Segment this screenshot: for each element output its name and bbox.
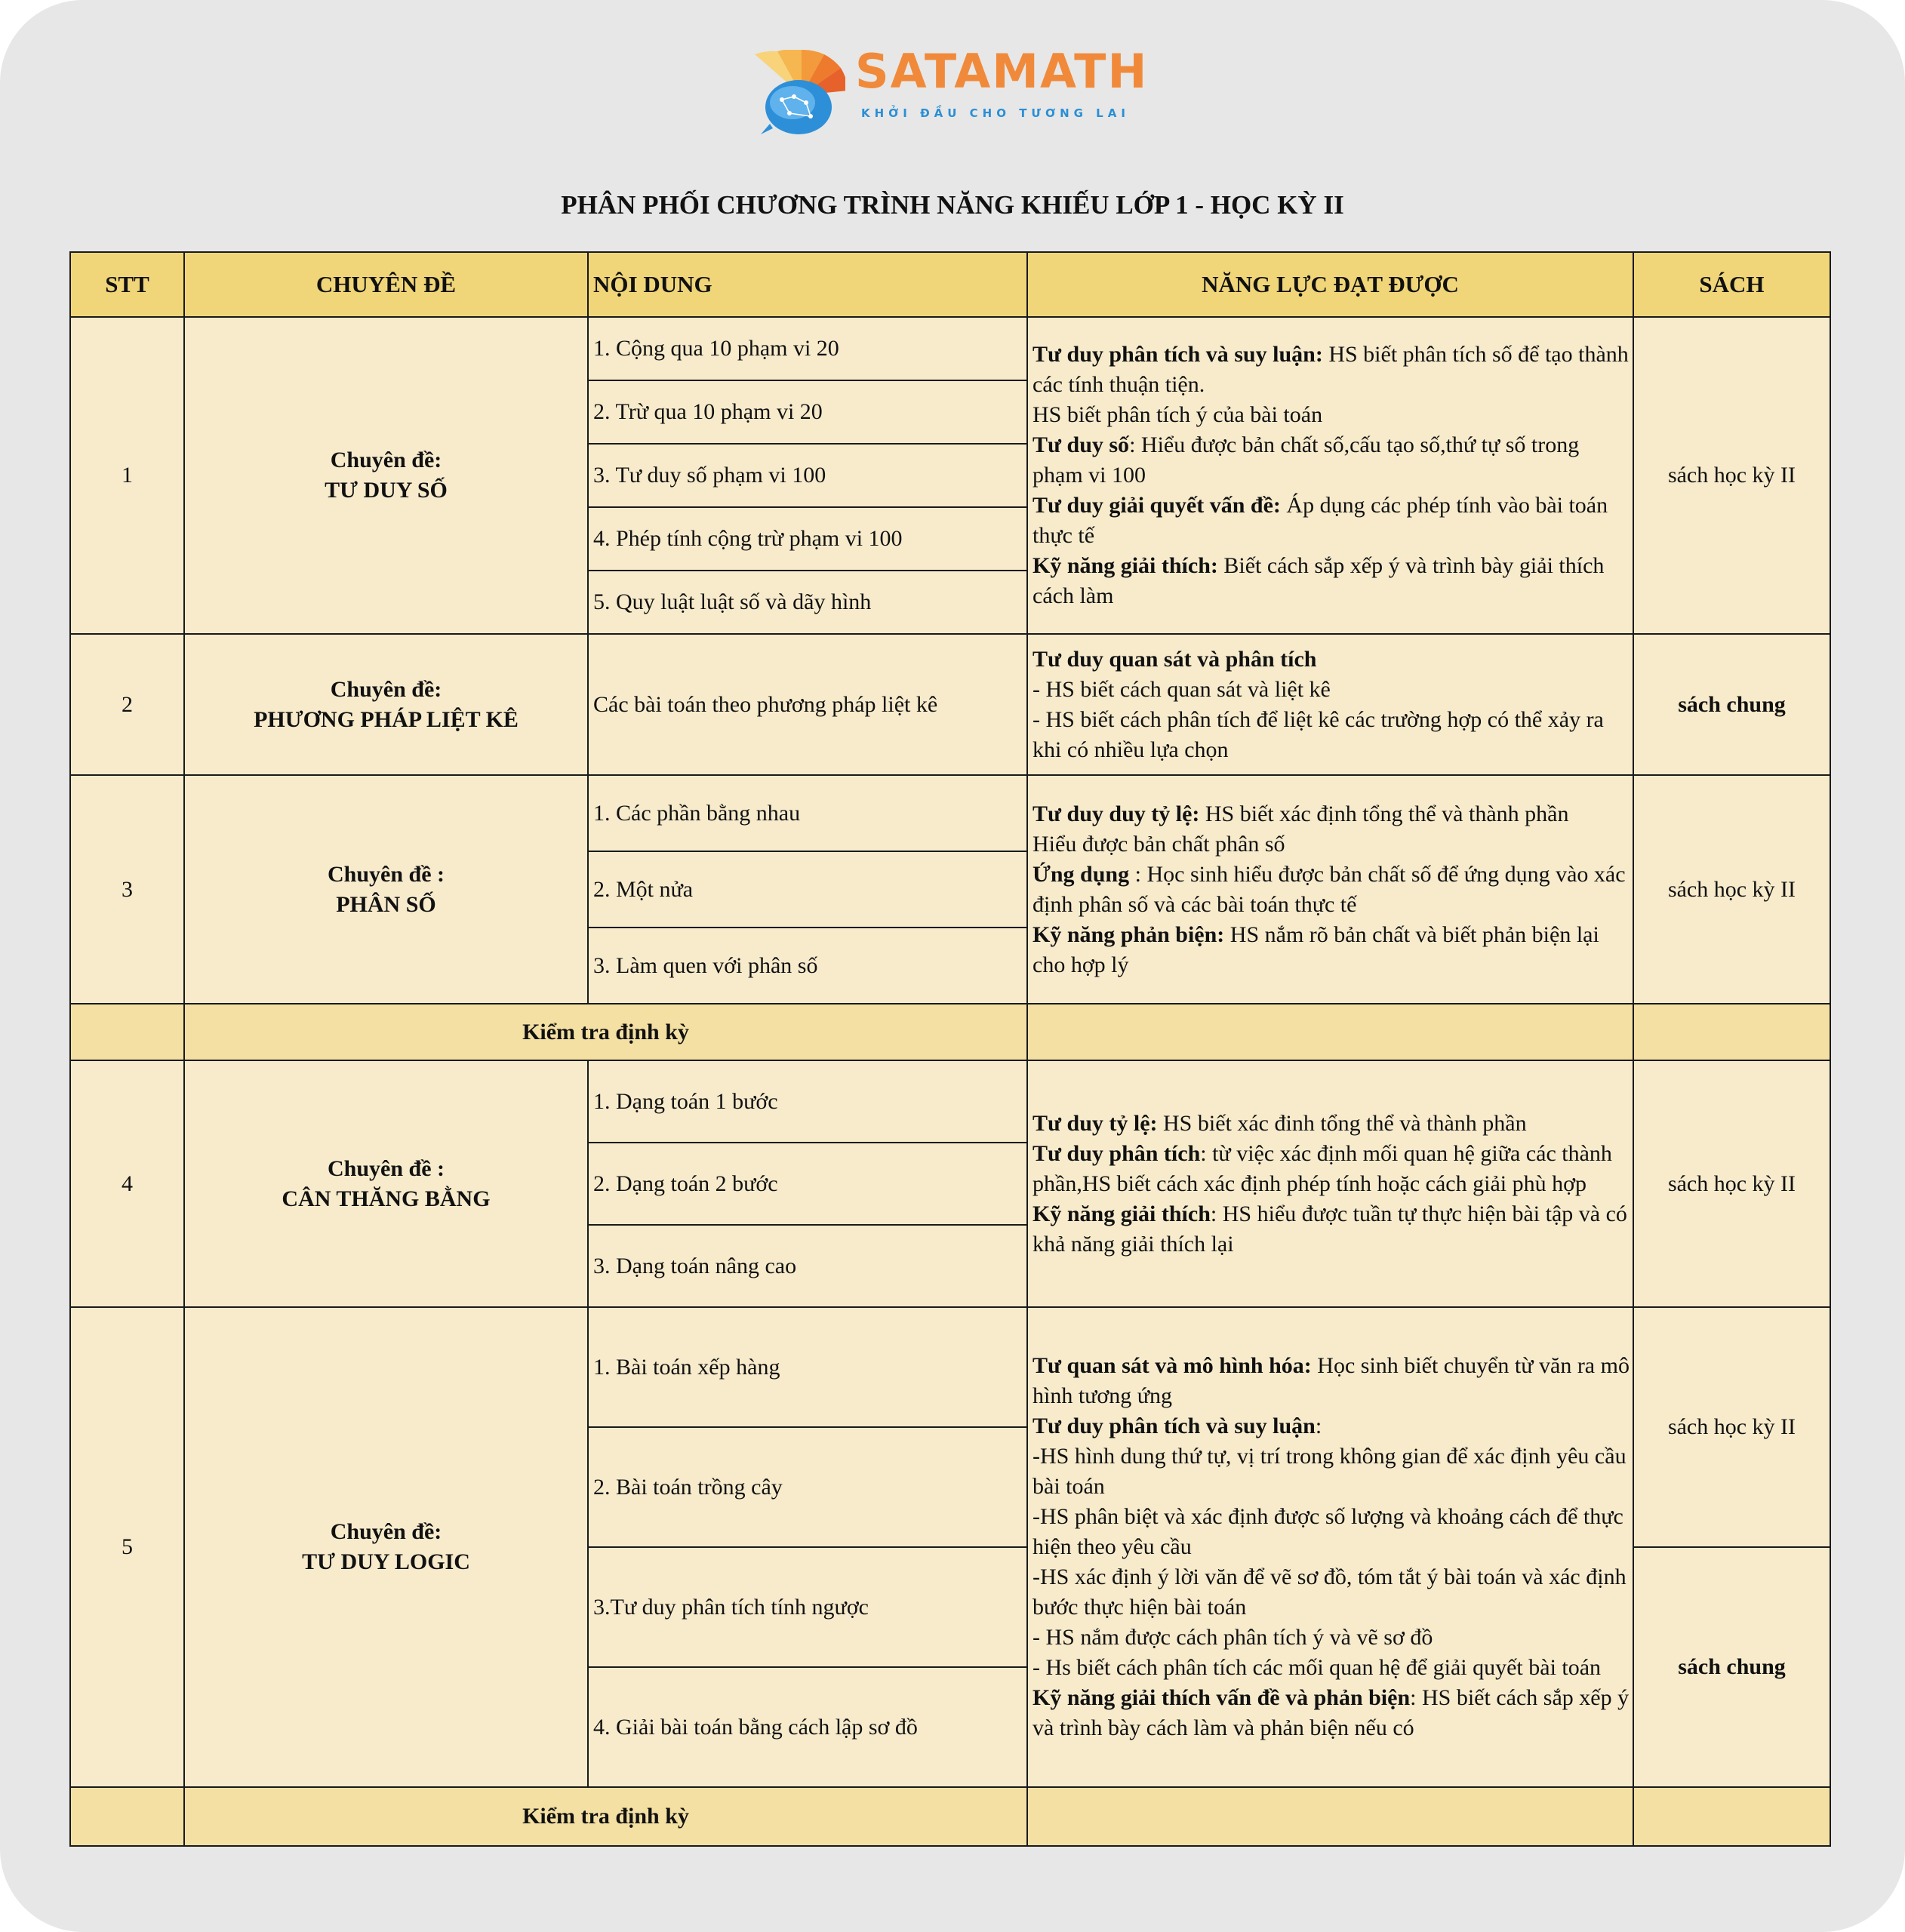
skill-entry: Kỹ năng giải thích vấn đề và phản biện: HS biết cách sắp xếp ý và trình bày cách làm và phản biện nếu có [1033,1685,1630,1740]
skill-entry: Kỹ năng giải thích: Biết cách sắp xếp ý và trình bày giải thích cách làm [1033,553,1605,608]
topic-name: PHÂN SỐ [336,891,436,917]
row-stt: 3 [70,775,184,1004]
skill-entry: -HS hình dung thứ tự, vị trí trong không gian để xác định yêu cầu bài toán [1033,1444,1626,1499]
header-skills: NĂNG LỰC ĐẠT ĐƯỢC [1027,252,1633,317]
check-row [70,1004,1830,1060]
skill-entry: -HS phân biệt và xác định được số lượng và khoảng cách để thực hiện theo yêu cầu [1033,1504,1623,1559]
skill-entry: Tư duy duy tỷ lệ: HS biết xác định tổng thể và thành phần [1033,801,1569,826]
book-cell: sách chung [1633,1547,1830,1787]
table-row [70,775,1830,851]
row-topic [184,634,588,775]
header-content: NỘI DUNG [588,252,1027,317]
content-item: 2. Bài toán trồng cây [588,1427,1027,1547]
check-empty [1027,1004,1633,1060]
skill-entry: Kỹ năng phản biện: HS nắm rõ bản chất và biết phản biện lại cho hợp lý [1033,921,1599,977]
table-row [70,634,1830,775]
row-topic [184,317,588,634]
content-item: 2. Dạng toán 2 bước [588,1143,1027,1225]
topic-label: Chuyên đề: [330,1519,442,1544]
book-cell: sách học kỳ II [1633,317,1830,634]
content-item: 3. Tư duy số phạm vi 100 [588,444,1027,507]
brand-tagline: KHỞI ĐẦU CHO TƯƠNG LAI [861,106,1130,120]
row-topic [184,1307,588,1787]
check-empty [70,1787,184,1846]
topic-name: TƯ DUY LOGIC [302,1549,470,1574]
table-header-row [70,252,1830,317]
book-cell: sách học kỳ II [1633,1307,1830,1547]
topic-label: Chuyên đề: [330,676,442,702]
skill-entry: Tư duy phân tích: từ việc xác định mối quan hệ giữa các thành phần,HS biết cách xác định phép tính hoặc cách giải phù hợp [1033,1140,1612,1196]
header-book: SÁCH [1633,252,1830,317]
skill-entry: - Hs biết cách phân tích các mối quan hệ để giải quyết bài toán [1033,1655,1602,1680]
curriculum-table [69,251,1831,1847]
brain-sun-icon [747,50,845,140]
skill-entry: Kỹ năng giải thích: HS hiểu được tuần tự thực hiện bài tập và có khả năng giải thích lại [1033,1201,1627,1257]
skill-entry: Tư duy phân tích và suy luận: HS biết phân tích số để tạo thành các tính thuận tiện. [1033,342,1629,397]
skill-entry: Tư duy phân tích và suy luận: [1033,1414,1322,1438]
content-item: 2. Trừ qua 10 phạm vi 20 [588,380,1027,444]
satamath-logo [747,44,1149,140]
topic-label: Chuyên đề: [330,448,442,472]
content-item: 2. Một nửa [588,851,1027,928]
content-item: 3. Dạng toán nâng cao [588,1225,1027,1307]
book-cell: sách học kỳ II [1633,775,1830,1004]
skill-entry: Ứng dụng : Học sinh hiểu được bản chất số để ứng dụng vào xác định phân số và các bài toán thực tế [1033,861,1626,917]
check-empty [1027,1787,1633,1846]
book-cell: sách chung [1633,634,1830,775]
skills-cell [1027,317,1633,634]
skill-entry: Hiểu được bản chất phân số [1033,831,1285,857]
check-label: Kiểm tra định kỳ [184,1004,1027,1060]
page-title: PHÂN PHỐI CHƯƠNG TRÌNH NĂNG KHIẾU LỚP 1 - HỌC KỲ II [561,190,1344,220]
content-item: 4. Phép tính cộng trừ phạm vi 100 [588,507,1027,571]
check-empty [1633,1004,1830,1060]
content-item: 1. Cộng qua 10 phạm vi 20 [588,317,1027,380]
topic-label: Chuyên đề : [327,861,445,887]
check-row [70,1787,1830,1846]
skill-entry: - HS nắm được cách phân tích ý và vẽ sơ đồ [1033,1625,1433,1650]
content-item: Các bài toán theo phương pháp liệt kê [588,634,1027,775]
row-stt: 4 [70,1060,184,1307]
table-row [70,317,1830,380]
skill-entry: -HS xác định ý lời văn để vẽ sơ đồ, tóm tắt ý bài toán và xác định bước thực hiện bài toán [1033,1564,1626,1620]
row-stt: 5 [70,1307,184,1787]
skill-entry: Tư duy số: Hiểu được bản chất số,cấu tạo số,thứ tự số trong phạm vi 100 [1033,432,1580,488]
topic-name: PHƯƠNG PHÁP LIỆT KÊ [254,706,519,732]
skill-entry: HS biết phân tích ý của bài toán [1033,402,1323,427]
content-item: 1. Bài toán xếp hàng [588,1307,1027,1427]
skill-entry: Tư duy giải quyết vấn đề: Áp dụng các phép tính vào bài toán thực tế [1033,493,1608,548]
content-item: 1. Dạng toán 1 bước [588,1060,1027,1143]
row-stt: 2 [70,634,184,775]
skill-entry: Tư duy tỷ lệ: HS biết xác đinh tổng thể và thành phần [1033,1110,1527,1136]
content-item: 1. Các phần bằng nhau [588,775,1027,851]
skills-cell [1027,634,1633,775]
content-item: 4. Giải bài toán bằng cách lập sơ đồ [588,1667,1027,1787]
table-row [70,1307,1830,1427]
header-stt: STT [70,252,184,317]
topic-label: Chuyên đề : [327,1155,445,1181]
skill-entry: Tư quan sát và mô hình hóa: Học sinh biết chuyển từ văn ra mô hình tương ứng [1033,1353,1630,1408]
check-empty [1633,1787,1830,1846]
row-stt: 1 [70,317,184,634]
skill-entry: - HS biết cách phân tích để liệt kê các trường hợp có thể xảy ra khi có nhiều lựa chọn [1033,706,1604,762]
skill-entry: - HS biết cách quan sát và liệt kê [1033,676,1331,702]
brand-name: SATAMATH [855,44,1149,99]
topic-name: CÂN THĂNG BẰNG [282,1186,491,1211]
skill-entry: Tư duy quan sát và phân tích [1033,646,1317,672]
skills-cell [1027,775,1633,1004]
topic-name: TƯ DUY SỐ [325,478,448,503]
check-label: Kiểm tra định kỳ [184,1787,1027,1846]
table-row [70,1060,1830,1143]
book-cell: sách học kỳ II [1633,1060,1830,1307]
skills-cell [1027,1307,1633,1787]
row-topic [184,775,588,1004]
check-empty [70,1004,184,1060]
content-item: 3.Tư duy phân tích tính ngược [588,1547,1027,1667]
content-item: 3. Làm quen với phân số [588,928,1027,1004]
header-topic: CHUYÊN ĐỀ [184,252,588,317]
skills-cell [1027,1060,1633,1307]
row-topic [184,1060,588,1307]
content-item: 5. Quy luật luật số và dãy hình [588,571,1027,634]
